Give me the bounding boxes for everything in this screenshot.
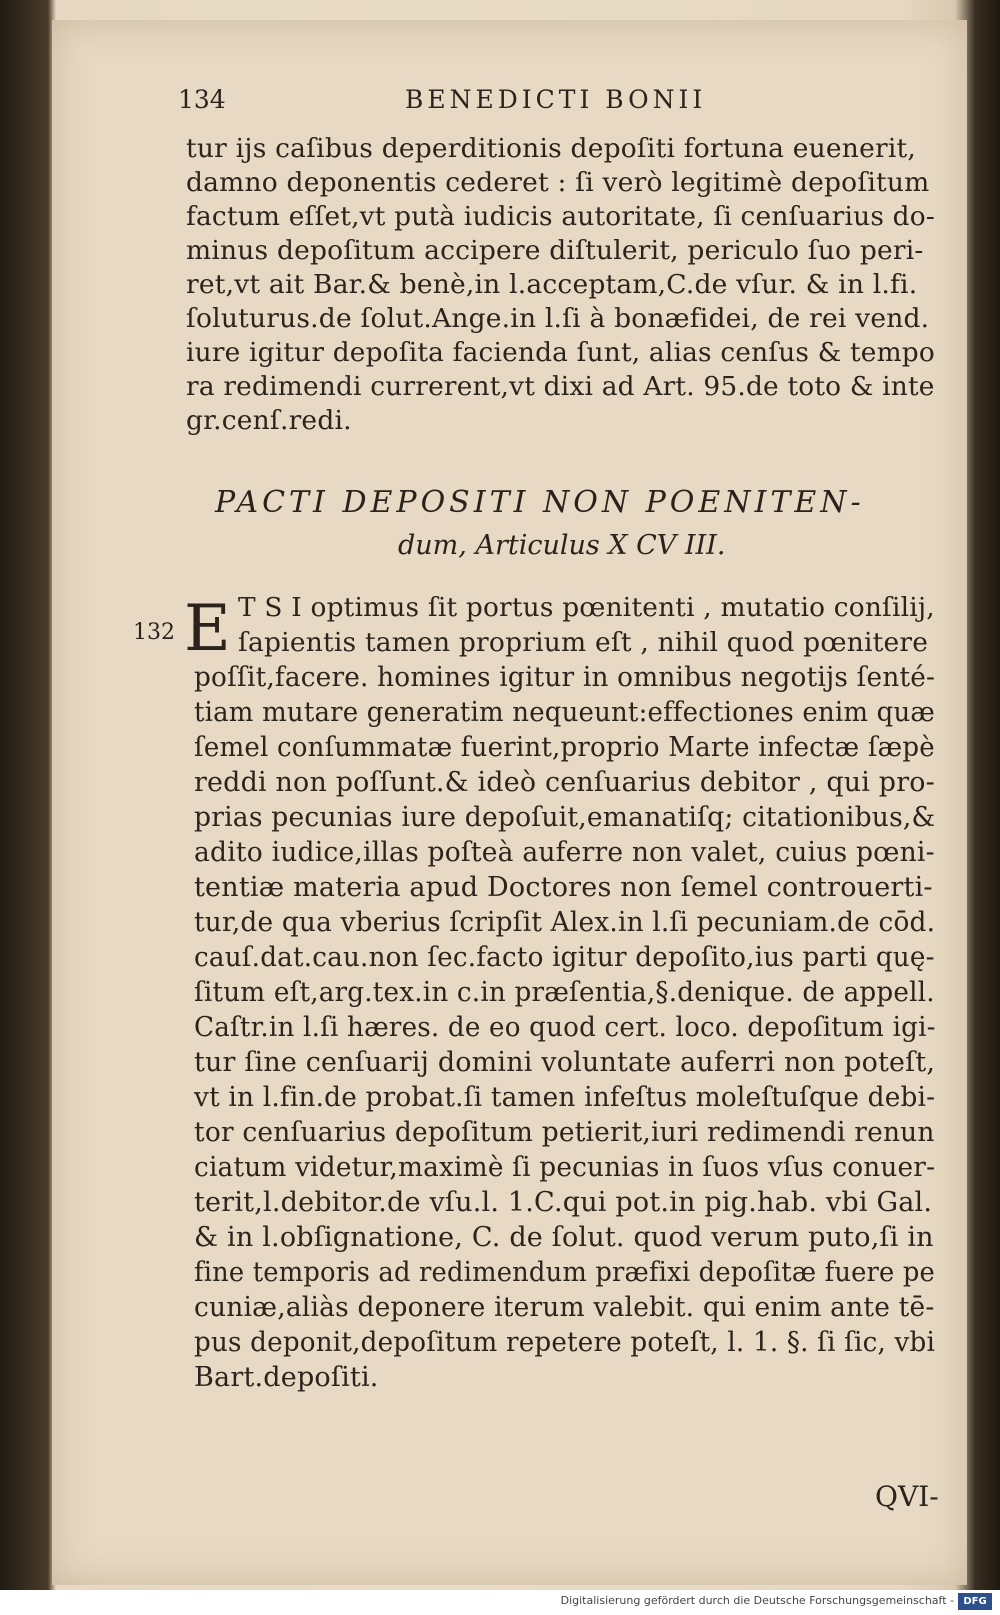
- text-line: tur,de qua vberius ſcripſit Alex.in l.ſi pecuniam.de cōd.: [194, 907, 936, 938]
- text-line: factum eſſet,vt putà iudicis autoritate, ſi cenſuarius do-: [186, 201, 935, 232]
- footer-bar: [0, 1590, 1000, 1615]
- text-line: ciatum videtur,maximè ſi pecunias in ſuos vſus conuer-: [194, 1152, 936, 1183]
- text-line: fine temporis ad redimendum præfixi depoſitæ fuere pe: [194, 1257, 935, 1288]
- margin-number: 132: [133, 620, 175, 645]
- catchword: QVI-: [875, 1480, 939, 1513]
- text-line: prias pecunias iure depoſuit,emanatiſq; citationibus,&: [194, 802, 936, 833]
- text-line: ſemel conſummatæ fuerint,proprio Marte infectæ ſæpè: [194, 732, 935, 763]
- text-line: damno deponentis cederet : ſi verò legitimè depoſitum: [186, 167, 930, 198]
- text-line: tiam mutare generatim nequeunt:effectiones enim quæ: [194, 697, 936, 728]
- text-line: tur ijs caſibus deperditionis depoſiti fortuna euenerit,: [186, 133, 916, 164]
- text-line: ſitum eſt,arg.tex.in c.in præſentia,§.denique. de appell.: [194, 977, 935, 1008]
- text-line: ra redimendi currerent,vt dixi ad Art. 95.de toto & inte: [186, 371, 935, 402]
- text-line: iure igitur depoſita facienda ſunt, alias cenſus & tempo: [186, 337, 935, 368]
- text-line: ſapientis tamen proprium eſt , nihil quod pœnitere: [238, 627, 929, 658]
- text-line: pus deponit,depoſitum repetere poteſt, l. 1. §. ſi ſic, vbi: [194, 1327, 936, 1358]
- text-line: & in l.obſignatione, C. de ſolut. quod verum puto,ſi in: [194, 1222, 934, 1253]
- text-line: tur ſine cenſuarij domini voluntate auferri non poteſt,: [194, 1047, 936, 1078]
- text-line: tor cenſuarius depoſitum petierit,iuri redimendi renun: [194, 1117, 935, 1148]
- text-line: Caſtr.in l.ſi hæres. de eo quod cert. loco. depoſitum igi-: [194, 1012, 936, 1043]
- section-title: PACTI DEPOSITI NON POENITEN-: [215, 485, 865, 520]
- text-line: tentiæ materia apud Doctores non ſemel controuerti-: [194, 872, 933, 903]
- text-line: cauſ.dat.cau.non ſec.facto igitur depoſito,ius parti quę-: [194, 942, 935, 973]
- footer-credit: Digitalisierung gefördert durch die Deutsche Forschungsgemeinschaft -: [560, 1594, 954, 1607]
- text-line: minus depoſitum accipere diſtulerit, periculo ſuo peri-: [186, 235, 924, 266]
- text-line: gr.cenſ.redi.: [186, 405, 352, 436]
- text-line: Bart.depoſiti.: [194, 1362, 379, 1393]
- text-line: terit,l.debitor.de vſu.l. 1.C.qui pot.in pig.hab. vbi Gal.: [194, 1187, 933, 1218]
- running-title: BENEDICTI BONII: [405, 85, 707, 114]
- text-line: ret,vt ait Bar.& benè,in l.acceptam,C.de vſur. & in l.fi.: [186, 269, 918, 300]
- text-line: ſoluturus.de ſolut.Ange.in l.ſi à bonæfidei, de rei vend.: [186, 303, 930, 334]
- text-line: vt in l.fin.de probat.ſi tamen infeſtus moleſtuſque debi-: [194, 1082, 936, 1113]
- text-line: reddi non poſſunt.& ideò cenſuarius debitor , qui pro-: [194, 767, 935, 798]
- page-number: 134: [178, 85, 226, 114]
- section-subtitle: dum, Articulus X CV III.: [398, 530, 726, 561]
- text-line: cuniæ,aliàs deponere iterum valebit. qui enim ante tē-: [194, 1292, 935, 1323]
- text-line: poſſit,facere. homines igitur in omnibus negotijs ſenté-: [194, 662, 936, 693]
- text-line: T S I optimus ſit portus pœnitenti , mutatio conſilij,: [238, 592, 935, 623]
- drop-cap: E: [184, 592, 231, 666]
- text-line: adito iudice,illas poſteà auferre non valet, cuius pœni-: [194, 837, 935, 868]
- dfg-logo-icon: DFG: [958, 1593, 992, 1610]
